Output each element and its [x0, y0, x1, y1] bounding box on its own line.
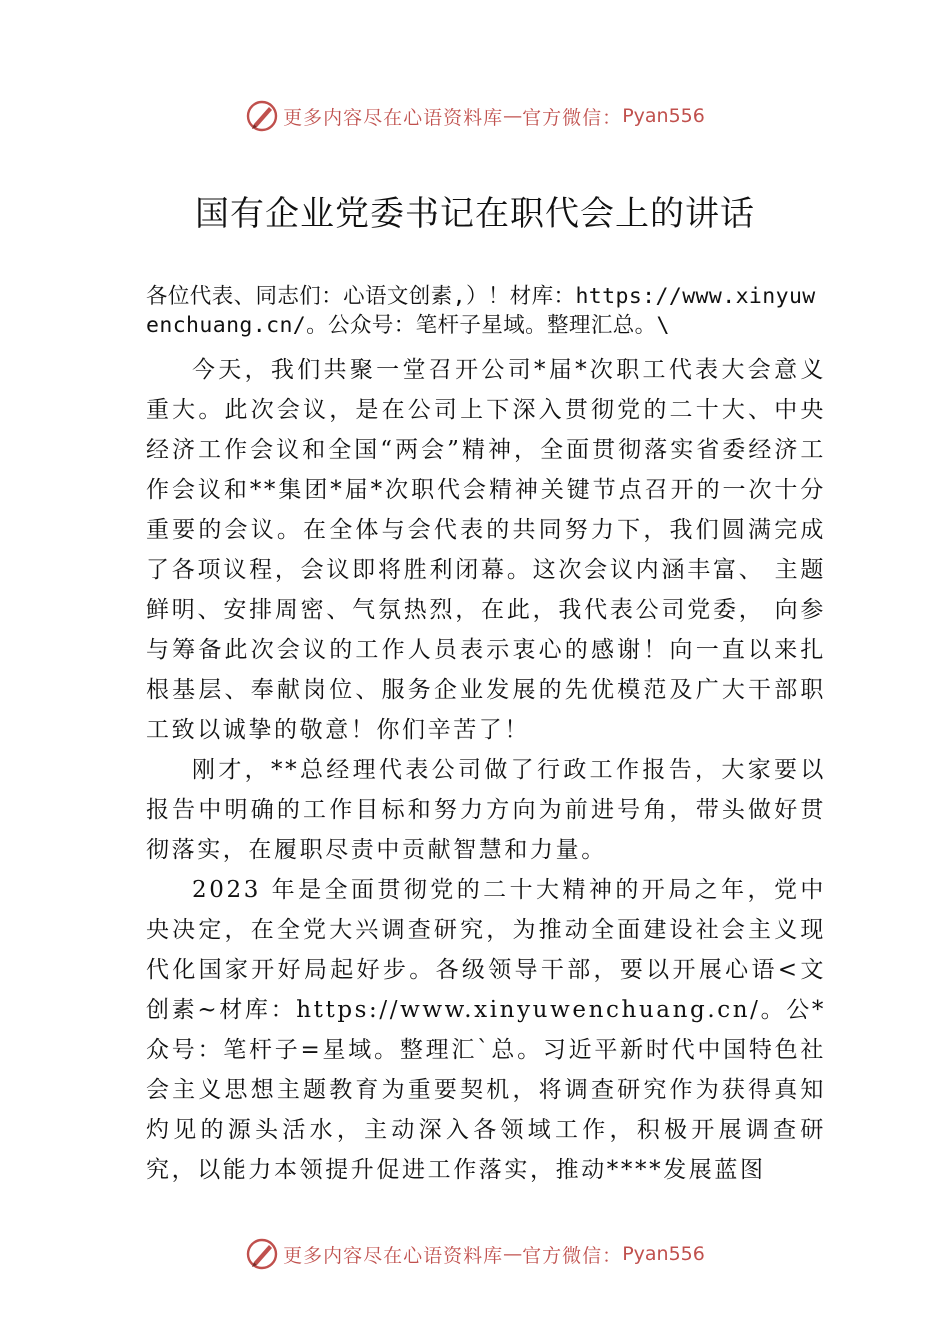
pen-logo-icon — [245, 99, 279, 133]
salutation-line: 各位代表、同志们：心语文创素,）！材库：https://www.xinyuwenchuang.cn/。公众号：笔杆子星域。整理汇总。\ — [146, 284, 816, 338]
document-title: 国有企业党委书记在职代会上的讲话 — [195, 194, 755, 234]
wechat-label: 官方微信： — [522, 106, 623, 129]
paragraph-3: 2023 年是全面贯彻党的二十大精神的开局之年，党中央决定，在全党大兴调查研究，为推动全面建设社会主义现代化国家开好局起好步。各级领导干部，要以开展心语<文创素~材库：https://www.xinyuwenchuang.cn/。公*众号：笔杆子=星域。整理汇`总。习近平新时代中国特色社会主义思想主题教育为重要契机，将调查研究作为获得真知灼见的源头活水，主动深入各领域工作，积极开展调查研究，以能力本领提升促进工作落实，推动****发展蓝图 — [146, 877, 826, 1183]
pen-logo-icon — [245, 1237, 279, 1271]
wechat-id: Pyan556 — [622, 1243, 705, 1265]
brand-text: 更多内容尽在心语资料库 — [283, 1244, 504, 1267]
header-watermark-banner — [0, 96, 950, 136]
wechat-label: 官方微信： — [522, 1244, 623, 1267]
footer-watermark-banner — [0, 1234, 950, 1274]
paragraph-1: 今天，我们共聚一堂召开公司*届*次职工代表大会意义重大。此次会议，是在公司上下深入贯彻党的二十大、中央经济工作会议和全国“两会”精神，全面贯彻落实省委经济工作会议和**集团*届*次职代会精神关键节点召开的一次十分重要的会议。在全体与会代表的共同努力下，我们圆满完成了各项议程，会议即将胜利闭幕。这次会议内涵丰富、 主题鲜明、安排周密、气氛热烈，在此，我代表公司党委， 向参与筹备此次会议的工作人员表示衷心的感谢！向一直以来扎根基层、奉献岗位、服务企业发展的先优模范及广大干部职工致以诚挚的敬意！你们辛苦了！ — [146, 357, 826, 743]
paragraph-2: 刚才，**总经理代表公司做了行政工作报告，大家要以报告中明确的工作目标和努力方向为前进号角，带头做好贯彻落实，在履职尽责中贡献智慧和力量。 — [146, 757, 826, 863]
brand-text: 更多内容尽在心语资料库 — [283, 106, 504, 129]
brand-dash: — — [503, 105, 523, 127]
wechat-id: Pyan556 — [622, 105, 705, 127]
brand-dash: — — [503, 1243, 523, 1265]
document-body — [146, 282, 826, 1190]
